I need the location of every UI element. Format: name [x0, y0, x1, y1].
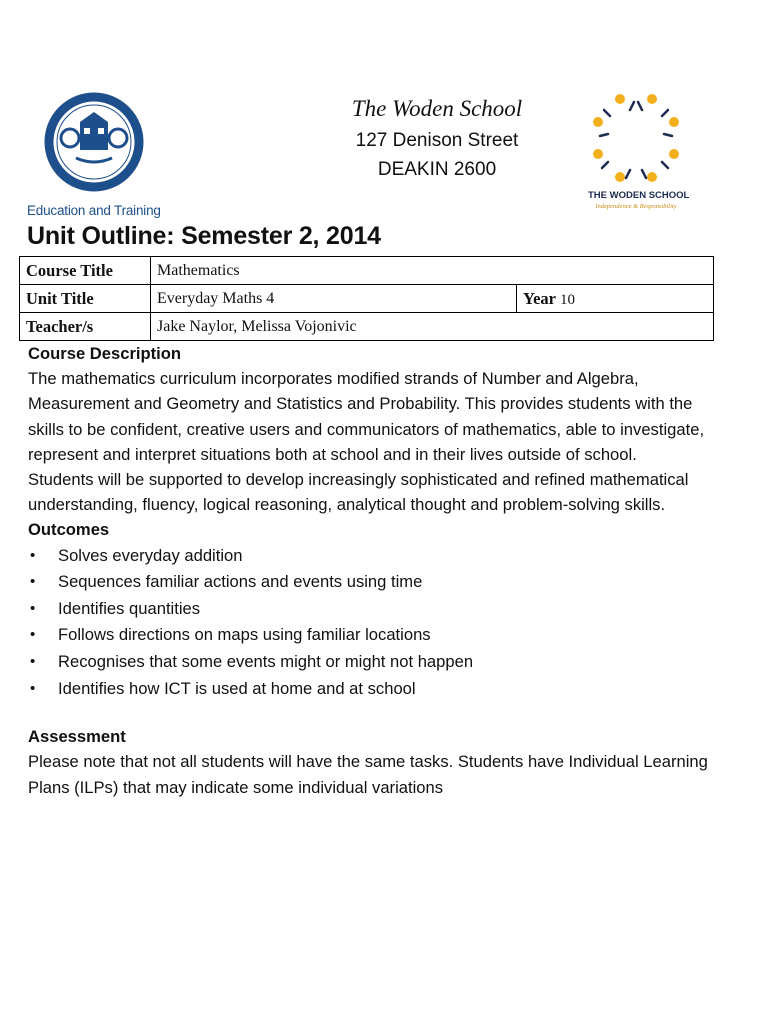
- assessment-heading: Assessment: [28, 727, 126, 747]
- bullet-icon: •: [30, 599, 36, 617]
- list-item: [28, 543, 728, 570]
- unit-outline-title: Unit Outline: Semester 2, 2014: [27, 222, 381, 250]
- unit-title-label: Unit Title: [20, 285, 151, 313]
- list-item: [28, 569, 728, 596]
- list-item: [28, 622, 728, 649]
- outcome-text: Recognises that some events might or might not happen: [58, 652, 474, 671]
- course-title-label: Course Title: [20, 257, 151, 285]
- teacher-label: Teacher/s: [20, 313, 151, 341]
- outcome-text: Identifies quantities: [58, 598, 201, 618]
- bullet-icon: •: [30, 679, 36, 697]
- outcome-text: Follows directions on maps using familiar locations: [58, 625, 431, 645]
- table-row-unit: [20, 285, 714, 313]
- list-item: [28, 649, 728, 676]
- act-caption: Education and Training: [27, 203, 161, 218]
- address-street: 127 Denison Street: [355, 130, 519, 151]
- year-value: 10: [559, 291, 575, 308]
- course-description-heading: Course Description: [28, 344, 182, 363]
- year-cell: [517, 285, 714, 313]
- bullet-icon: •: [30, 546, 36, 564]
- unit-title-value: Everyday Maths 4: [151, 285, 517, 313]
- course-title-value: Mathematics: [151, 257, 714, 285]
- list-item: [28, 596, 728, 623]
- bullet-icon: •: [30, 573, 36, 591]
- year-label: Year: [523, 288, 556, 308]
- outcome-text: Solves everyday addition: [58, 545, 243, 565]
- teacher-value: Jake Naylor, Melissa Vojonivic: [151, 313, 714, 341]
- unit-info-table: [19, 256, 714, 341]
- course-description-paragraph-2: Students will be supported to develop increasingly sophisticated and refined mathematical understanding, fluency, logical reasoning, analytical thought and problem-solving skills.: [28, 470, 689, 515]
- outcomes-heading: Outcomes: [28, 520, 110, 540]
- school-heading: [302, 92, 572, 184]
- outcome-text: Identifies how ICT is used at home and at school: [58, 678, 416, 698]
- act-government-seal-logo: [26, 92, 160, 220]
- section-spacer: [28, 702, 728, 724]
- address-suburb: DEAKIN 2600: [377, 159, 497, 180]
- list-item: [28, 676, 728, 703]
- outcome-text: Sequences familiar actions and events using time: [58, 572, 423, 592]
- woden-logo-tagline: Independence & Responsibility: [595, 203, 677, 210]
- bullet-icon: •: [30, 653, 36, 670]
- assessment-paragraph: Please note that not all students will have the same tasks. Students have Individual Learning Plans (ILPs) that may indicate some individual variations: [28, 752, 708, 797]
- outcomes-list: [28, 543, 728, 703]
- course-description-paragraph-1: The mathematics curriculum incorporates modified strands of Number and Algebra, Measurement and Geometry and Statistics and Probability. This provides students with the skills to be confident, creative users and communicators of mathematics, able to investigate, represent and interpret situations both at school and in their lives outside of school.: [28, 369, 705, 464]
- table-row-course: [20, 257, 714, 285]
- school-name: The Woden School: [351, 96, 523, 121]
- document-body: [28, 341, 728, 800]
- bullet-icon: •: [30, 626, 36, 644]
- table-row-teacher: [20, 313, 714, 341]
- woden-logo-name: THE WODEN SCHOOL: [588, 190, 690, 201]
